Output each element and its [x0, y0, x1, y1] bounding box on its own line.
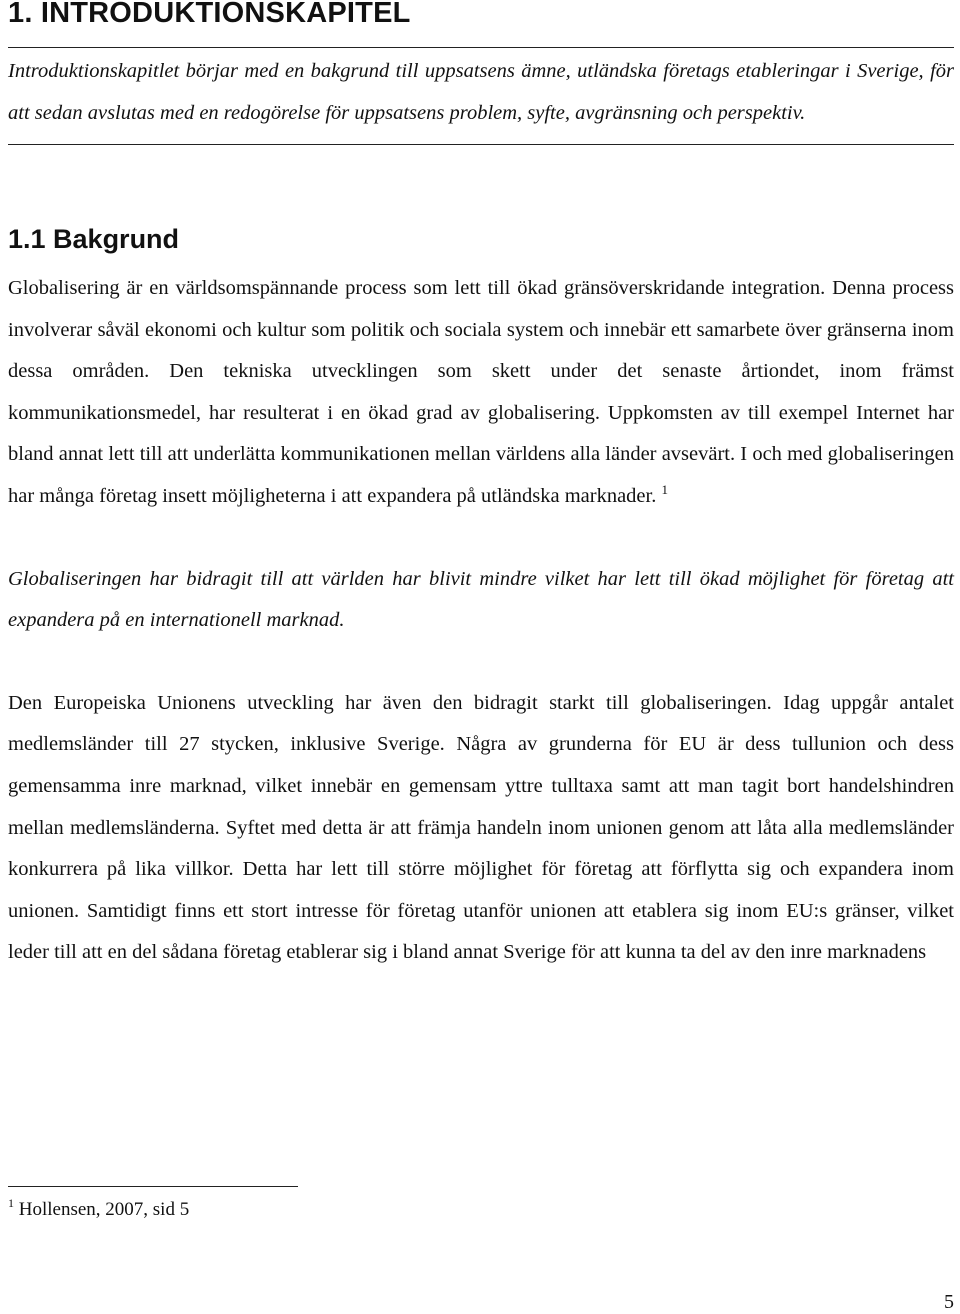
- footnote-number: 1: [8, 1196, 14, 1210]
- section-heading: 1.1 Bakgrund: [8, 224, 180, 254]
- footnote-divider: [8, 1186, 298, 1187]
- page-number: 5: [944, 1291, 954, 1313]
- paragraph-globalisation-text: Globalisering är en världsomspännande process som lett till ökad gränsöverskridande integration. Denna process involverar såväl ekonomi och kultur som politik och sociala system och innebär ett samarbete över gränserna inom dessa områden. Den tekniska utvecklingen som skett under det senaste årtiondet, inom främst kommunikationsmedel, har resulterat i en ökad grad av globalisering. Uppkomsten av till exempel Internet har bland annat lett till att underlätta kommunikationen mellan världens alla länder avsevärt. I och med globaliseringen har många företag insett möjligheterna i att expandera på utländska marknader.: [8, 277, 954, 507]
- paragraph-italic-summary: Globaliseringen har bidragit till att världen har blivit mindre vilket har lett till ökad möjlighet för företag att expandera på en internationell marknad.: [8, 567, 954, 632]
- paragraph-european-union: Den Europeiska Unionens utveckling har även den bidragit starkt till globaliseringen. Idag uppgår antalet medlemsländer till 27 stycken, inklusive Sverige. Några av grunderna för EU är dess tullunion och dess gemensamma inre marknad, vilket innebär en gemensam yttre tulltaxa samt att man tagit bort handelshindren mellan medlemsländerna. Syftet med detta är att främja handeln inom unionen genom att låta alla medlemsländer konkurrera på lika villkor. Detta har lett till större möjlighet för företag att förflytta sig och expandera inom unionen. Samtidigt finns ett stort intresse för företag utanför unionen att etablera sig inom EU:s gränser, vilket leder till att en del sådana företag etablerar sig i bland annat Sverige för att kunna ta del av den inre marknadens: [8, 691, 954, 964]
- document-page: [8, 0, 954, 974]
- chapter-intro-text: Introduktionskapitlet börjar med en bakgrund till uppsatsens ämne, utländska företags etableringar i Sverige, för att sedan avslutas med en redogörelse för uppsatsens problem, syfte, avgränsning och perspektiv.: [8, 60, 954, 124]
- footnote-reference[interactable]: 1: [661, 481, 668, 497]
- chapter-title: 1. INTRODUKTIONSKAPITEL: [8, 0, 411, 29]
- chapter-intro-box: [8, 47, 954, 145]
- paragraph-globalisation: [8, 268, 954, 518]
- footnote: [8, 1196, 189, 1224]
- footnote-text: Hollensen, 2007, sid 5: [18, 1199, 190, 1220]
